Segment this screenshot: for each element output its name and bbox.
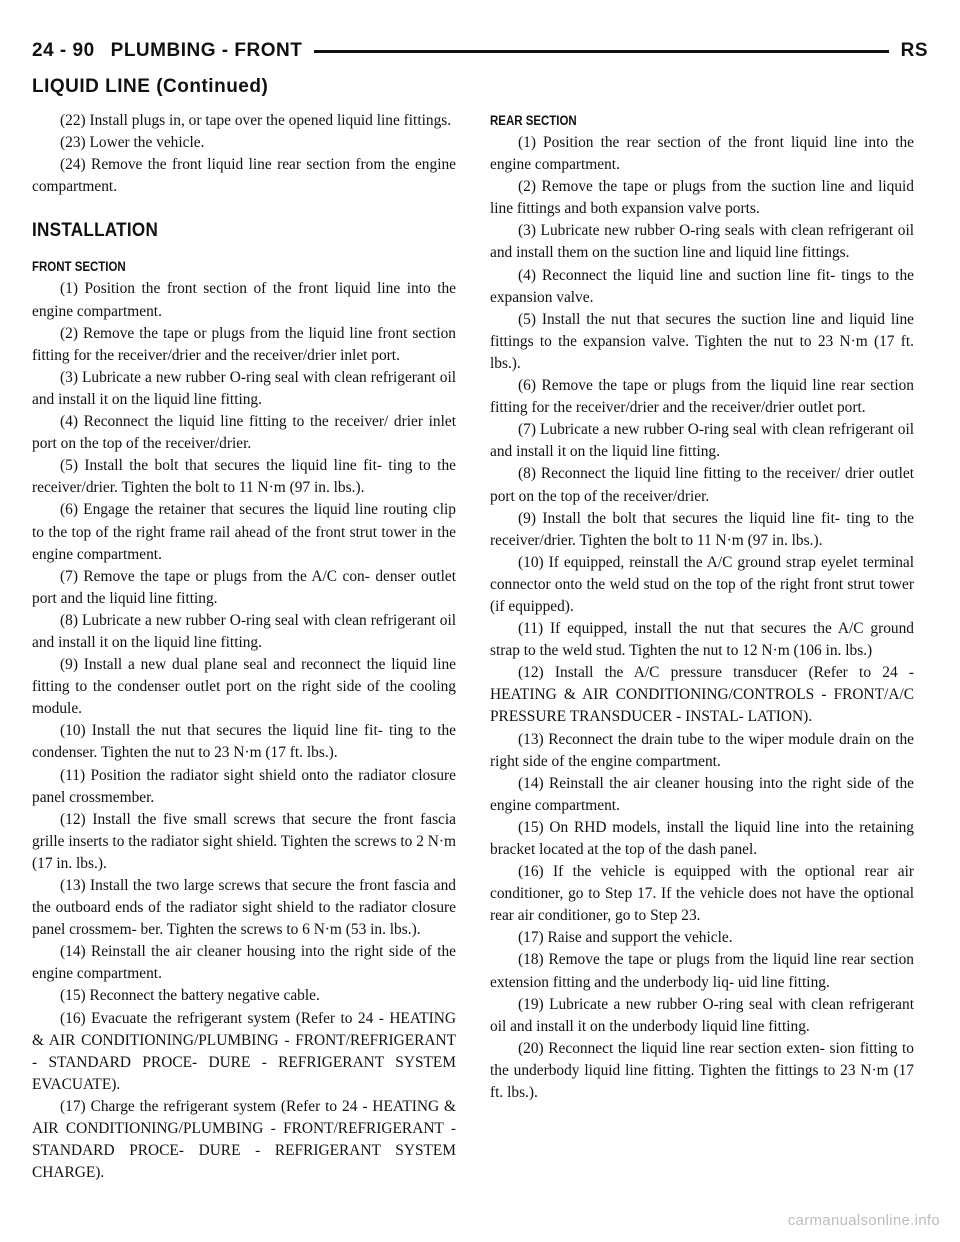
step-paragraph: (10) If equipped, reinstall the A/C ground strap eyelet terminal connector onto the weld stud on the top of the right front strut tower (if equipped). <box>490 553 914 615</box>
model-code: RS <box>900 40 928 61</box>
step-paragraph: (15) On RHD models, install the liquid line into the retaining bracket located at the top of the dash panel. <box>490 818 914 858</box>
step-paragraph: (3) Lubricate new rubber O-ring seals with clean refrigerant oil and install them on the suction line and liquid line fittings. <box>490 222 914 262</box>
step-paragraph: (10) Install the nut that secures the liquid line fit- ting to the condenser. Tighten the nut to 23 N·m (17 ft. lbs.). <box>32 722 456 762</box>
step-paragraph: (5) Install the nut that secures the suction line and liquid line fittings to the expansion valve. Tighten the nut to 23 N·m (17 ft. lbs.). <box>490 310 914 372</box>
step-paragraph: (19) Lubricate a new rubber O-ring seal with clean refrigerant oil and install it on the underbody liquid line fitting. <box>490 995 914 1035</box>
step-paragraph: (22) Install plugs in, or tape over the opened liquid line fittings. <box>60 112 452 129</box>
step-paragraph: (13) Reconnect the drain tube to the wiper module drain on the right side of the engine compartment. <box>490 730 914 770</box>
continued-title: LIQUID LINE (Continued) <box>32 76 269 97</box>
section-title: PLUMBING - FRONT <box>110 40 303 61</box>
step-paragraph: (16) Evacuate the refrigerant system (Refer to 24 - HEATING & AIR CONDITIONING/PLUMBING - FRONT/REFRIGERANT - STANDARD PROCE- DURE - REFRIGERANT SYSTEM EVACUATE). <box>32 1009 456 1093</box>
step-paragraph: (9) Install the bolt that secures the liquid line fit- ting to the receiver/drier. Tighten the bolt to 11 N·m (97 in. lbs.). <box>490 509 914 549</box>
left-column <box>32 110 456 1184</box>
step-paragraph: (18) Remove the tape or plugs from the liquid line rear section extension fitting and the underbody liq- uid line fitting. <box>490 951 914 991</box>
step-paragraph: (3) Lubricate a new rubber O-ring seal with clean refrigerant oil and install it on the liquid line fitting. <box>32 368 456 408</box>
page-header <box>32 40 928 62</box>
step-paragraph: (4) Reconnect the liquid line fitting to the receiver/ drier inlet port on the top of the receiver/drier. <box>32 413 456 453</box>
watermark: carmanualsonline.info <box>787 1212 940 1229</box>
step-paragraph: (5) Install the bolt that secures the liquid line fit- ting to the receiver/drier. Tighten the bolt to 11 N·m (97 in. lbs.). <box>32 457 456 497</box>
step-paragraph: (7) Lubricate a new rubber O-ring seal with clean refrigerant oil and install it on the liquid line fitting. <box>490 421 914 461</box>
step-paragraph: (17) Charge the refrigerant system (Refer to 24 - HEATING & AIR CONDITIONING/PLUMBING - FRONT/REFRIGERANT - STANDARD PROCE- DURE - REFRIGERANT SYSTEM CHARGE). <box>32 1097 456 1182</box>
step-paragraph: (15) Reconnect the battery negative cable. <box>60 987 320 1005</box>
step-paragraph: (9) Install a new dual plane seal and reconnect the liquid line fitting to the condenser outlet port on the right side of the cooling module. <box>32 656 456 718</box>
step-paragraph: (23) Lower the vehicle. <box>60 134 205 152</box>
step-paragraph: (20) Reconnect the liquid line rear section exten- sion fitting to the underbody liquid line fitting. Tighten the fittings to 23 N·m (17 ft. lbs.). <box>490 1039 914 1102</box>
step-paragraph: (16) If the vehicle is equipped with the optional rear air conditioner, go to Step 17. If the vehicle does not have the optional rear air conditioner, go to Step 23. <box>490 863 914 925</box>
step-paragraph: (14) Reinstall the air cleaner housing into the right side of the engine compartment. <box>490 774 914 814</box>
step-paragraph: (11) If equipped, install the nut that secures the A/C ground strap to the weld stud. Tighten the nut to 12 N·m (106 in. lbs.) <box>490 620 914 660</box>
step-paragraph: (6) Remove the tape or plugs from the liquid line rear section fitting for the receiver/drier and the receiver/drier outlet port. <box>490 377 914 417</box>
step-paragraph: (24) Remove the front liquid line rear section from the engine compartment. <box>32 156 456 196</box>
right-column <box>490 110 914 1104</box>
step-paragraph: (14) Reinstall the air cleaner housing into the right side of the engine compartment. <box>32 943 456 983</box>
step-paragraph: (11) Position the radiator sight shield onto the radiator closure panel crossmember. <box>32 766 456 806</box>
step-paragraph: (8) Lubricate a new rubber O-ring seal with clean refrigerant oil and install it on the liquid line fitting. <box>32 611 456 651</box>
step-paragraph: (6) Engage the retainer that secures the liquid line routing clip to the top of the right frame rail ahead of the front strut tower in the engine compartment. <box>32 501 456 563</box>
step-paragraph: (2) Remove the tape or plugs from the suction line and liquid line fittings and both expansion valve ports. <box>490 178 914 218</box>
step-paragraph: (17) Raise and support the vehicle. <box>518 929 733 947</box>
front-section-heading: FRONT SECTION <box>32 259 126 275</box>
step-paragraph: (4) Reconnect the liquid line and suction line fit- tings to the expansion valve. <box>490 266 914 306</box>
step-paragraph: (7) Remove the tape or plugs from the A/C con- denser outlet port and the liquid line fitting. <box>32 567 456 607</box>
rear-section-heading: REAR SECTION <box>490 113 577 128</box>
step-paragraph: (12) Install the five small screws that secure the front fascia grille inserts to the radiator sight shield. Tighten the screws to 2 N·m (17 in. lbs.). <box>32 810 456 872</box>
header-rule <box>314 50 888 53</box>
step-paragraph: (2) Remove the tape or plugs from the liquid line front section fitting for the receiver/drier and the receiver/drier inlet port. <box>32 324 456 364</box>
step-paragraph: (1) Position the front section of the front liquid line into the engine compartment. <box>32 280 456 320</box>
step-paragraph: (1) Position the rear section of the front liquid line into the engine compartment. <box>490 134 914 174</box>
page-number: 24 - 90 <box>32 40 95 61</box>
step-paragraph: (13) Install the two large screws that secure the front fascia and the outboard ends of the radiator sight shield to the radiator closure panel crossmem- ber. Tighten the screws to 6 N·m (53 in. lbs.). <box>32 877 456 939</box>
installation-heading: INSTALLATION <box>32 220 159 242</box>
step-paragraph: (12) Install the A/C pressure transducer (Refer to 24 - HEATING & AIR CONDITIONING/CONTROLS - FRONT/A/C PRESSURE TRANSDUCER - INSTAL- LATION). <box>490 664 914 726</box>
step-paragraph: (8) Reconnect the liquid line fitting to the receiver/ drier outlet port on the top of the receiver/drier. <box>490 465 914 505</box>
